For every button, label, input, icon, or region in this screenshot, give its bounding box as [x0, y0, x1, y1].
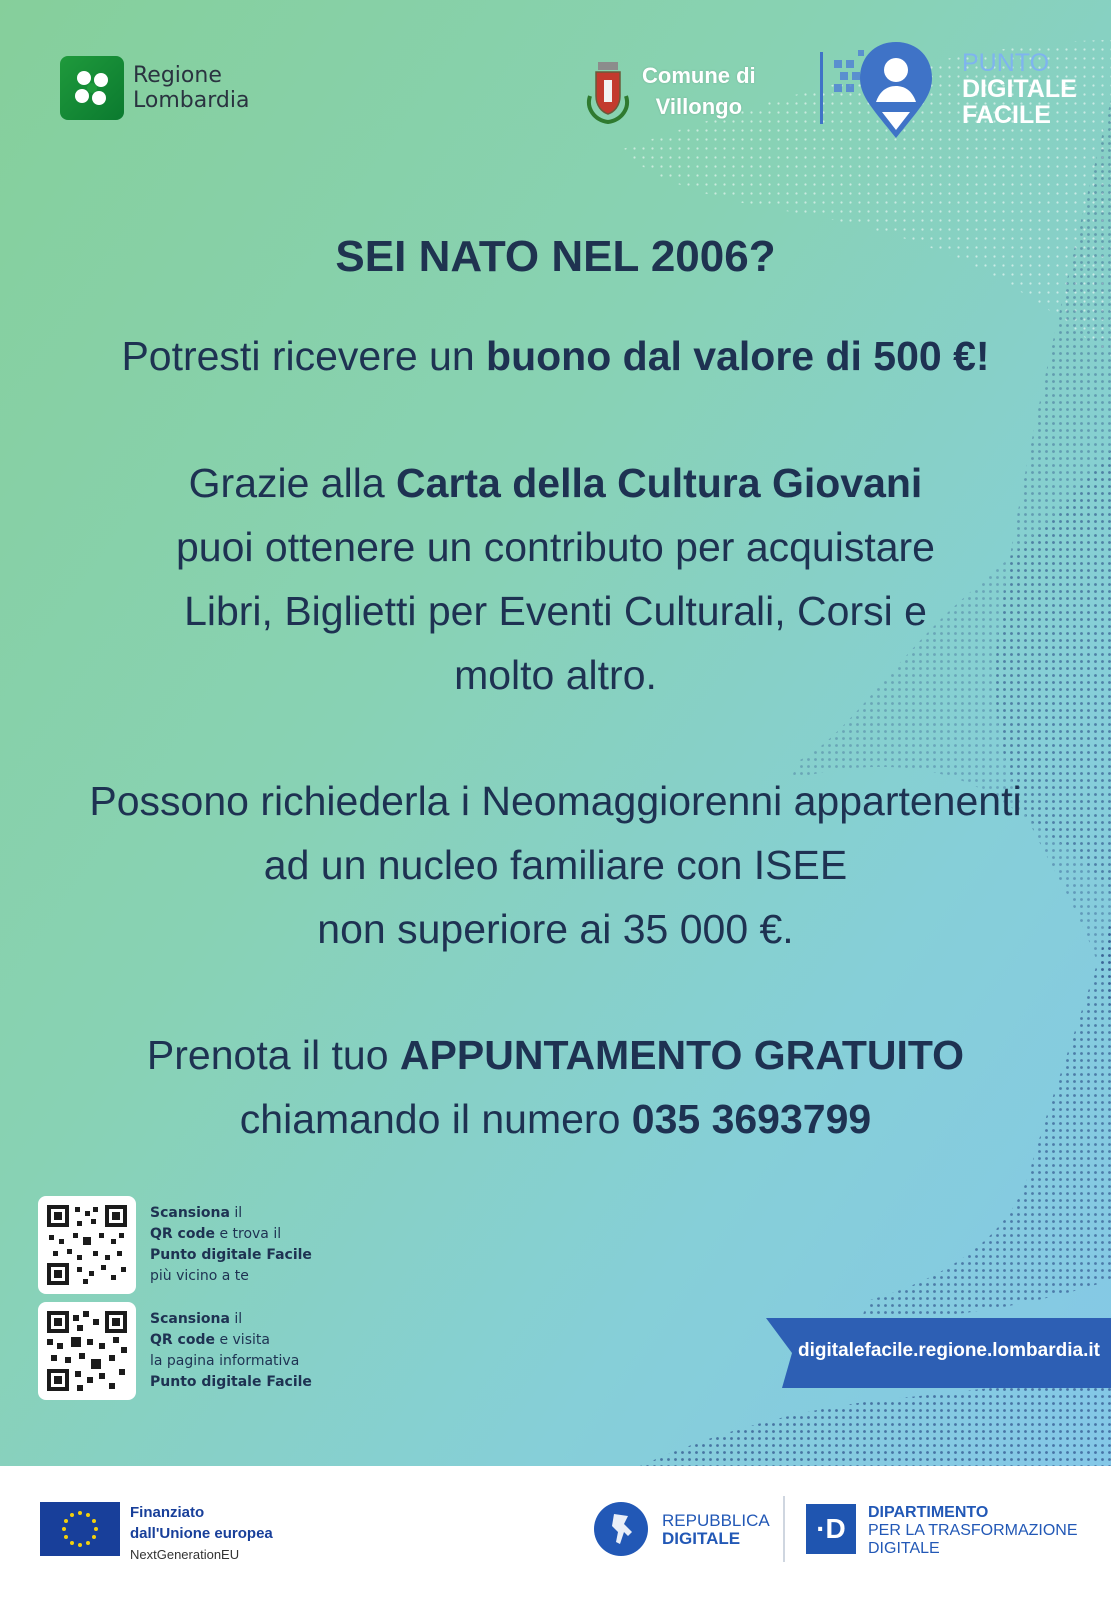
card-line-4: molto altro.: [454, 652, 657, 698]
qr-caption-info: [150, 1309, 312, 1393]
pdf-line1: PUNTO: [962, 49, 1050, 77]
qr-block-info: [38, 1302, 312, 1400]
regione-lombardia-logo: [60, 56, 249, 120]
footer-divider: [783, 1496, 785, 1562]
pdf-line3: FACILE: [962, 101, 1051, 129]
qr1-l3-bold: Punto digitale Facile: [150, 1247, 312, 1263]
regione-lombardia-name: [133, 63, 249, 113]
pdf-line2: DIGITALE: [962, 75, 1077, 103]
rd-line2: DIGITALE: [662, 1529, 741, 1548]
qr2-l1-normal: il: [229, 1311, 243, 1327]
qr1-l2-normal: e trova il: [215, 1226, 282, 1242]
dtd-line3: DIGITALE: [868, 1540, 940, 1557]
punto-digitale-facile-pin-icon: [832, 38, 950, 142]
eligibility-line-3: non superiore ai 35 000 €.: [317, 906, 794, 952]
qr2-l2-bold: QR code: [150, 1332, 215, 1348]
booking-intro: Prenota il tuo: [146, 1032, 400, 1078]
footer: [0, 1466, 1111, 1600]
eligibility-line-1: Possono richiederla i Neomaggiorenni appartenenti: [89, 778, 1022, 824]
voucher-text: Potresti ricevere un: [121, 333, 487, 379]
qr2-l3-normal: la pagina informativa: [150, 1353, 300, 1369]
card-name: Carta della Cultura Giovani: [396, 460, 923, 506]
comune-line1: Comune di: [642, 63, 756, 88]
repubblica-digitale-icon: [594, 1502, 648, 1556]
lombardia-rose-icon: [60, 56, 124, 120]
card-intro: Grazie alla: [188, 460, 397, 506]
eligibility-line-2: ad un nucleo familiare con ISEE: [263, 842, 848, 888]
eu-funding-text: [130, 1502, 273, 1565]
phone-number: 035 3693799: [631, 1096, 872, 1142]
qr1-l1-bold: Scansiona: [150, 1205, 230, 1221]
card-line-3: Libri, Biglietti per Eventi Culturali, Corsi e: [184, 588, 927, 634]
phone-intro: chiamando il numero: [239, 1096, 632, 1142]
rd-line1: REPUBBLICA: [662, 1511, 770, 1530]
qr-caption-nearest: [150, 1203, 312, 1287]
qr-code-info[interactable]: [38, 1302, 136, 1400]
eu-line2: dall'Unione europea: [130, 1525, 273, 1542]
qr-code-icon: [47, 1311, 127, 1391]
dipartimento-text: [868, 1504, 1078, 1558]
qr-block-nearest: [38, 1196, 312, 1294]
comune-line2: Villongo: [655, 94, 743, 119]
qr2-l4-bold: Punto digitale Facile: [150, 1374, 312, 1390]
villongo-crest-icon: [584, 56, 632, 126]
regione-line1: Regione: [133, 63, 222, 88]
punto-digitale-facile-title: [962, 50, 1077, 128]
booking-line-2: [0, 1096, 1111, 1143]
booking-line-1: [0, 1032, 1111, 1079]
comune-villongo-logo: [584, 56, 756, 126]
regione-line2: Lombardia: [133, 88, 250, 113]
qr2-l2-normal: e visita: [215, 1332, 270, 1348]
qr1-l4-normal: più vicino a te: [150, 1268, 249, 1284]
qr2-l1-bold: Scansiona: [150, 1311, 230, 1327]
eu-line3: NextGenerationEU: [130, 1547, 240, 1562]
dipartimento-logo: ·D: [806, 1504, 856, 1554]
qr-code-icon: [47, 1205, 127, 1285]
headline: SEI NATO NEL 2006?: [335, 232, 776, 281]
voucher-amount: buono dal valore di 500 €!: [486, 333, 990, 379]
card-line-1: [0, 460, 1111, 507]
dtd-line2: PER LA TRASFORMAZIONE: [868, 1522, 1078, 1539]
voucher-line: [0, 333, 1111, 380]
header-divider: [820, 52, 823, 124]
booking-free: APPUNTAMENTO GRATUITO: [399, 1032, 965, 1078]
qr1-l1-normal: il: [229, 1205, 243, 1221]
eu-line1: Finanziato: [130, 1504, 205, 1521]
card-line-2: puoi ottenere un contributo per acquistare: [175, 524, 935, 570]
comune-name: [642, 60, 756, 122]
qr1-l2-bold: QR code: [150, 1226, 215, 1242]
header: [0, 0, 1111, 160]
dtd-line1: DIPARTIMENTO: [868, 1504, 989, 1521]
website-link[interactable]: digitalefacile.regione.lombardia.it: [798, 1340, 1100, 1361]
eu-flag-icon: [40, 1502, 120, 1556]
qr-code-nearest[interactable]: [38, 1196, 136, 1294]
repubblica-digitale-text: [662, 1512, 770, 1548]
